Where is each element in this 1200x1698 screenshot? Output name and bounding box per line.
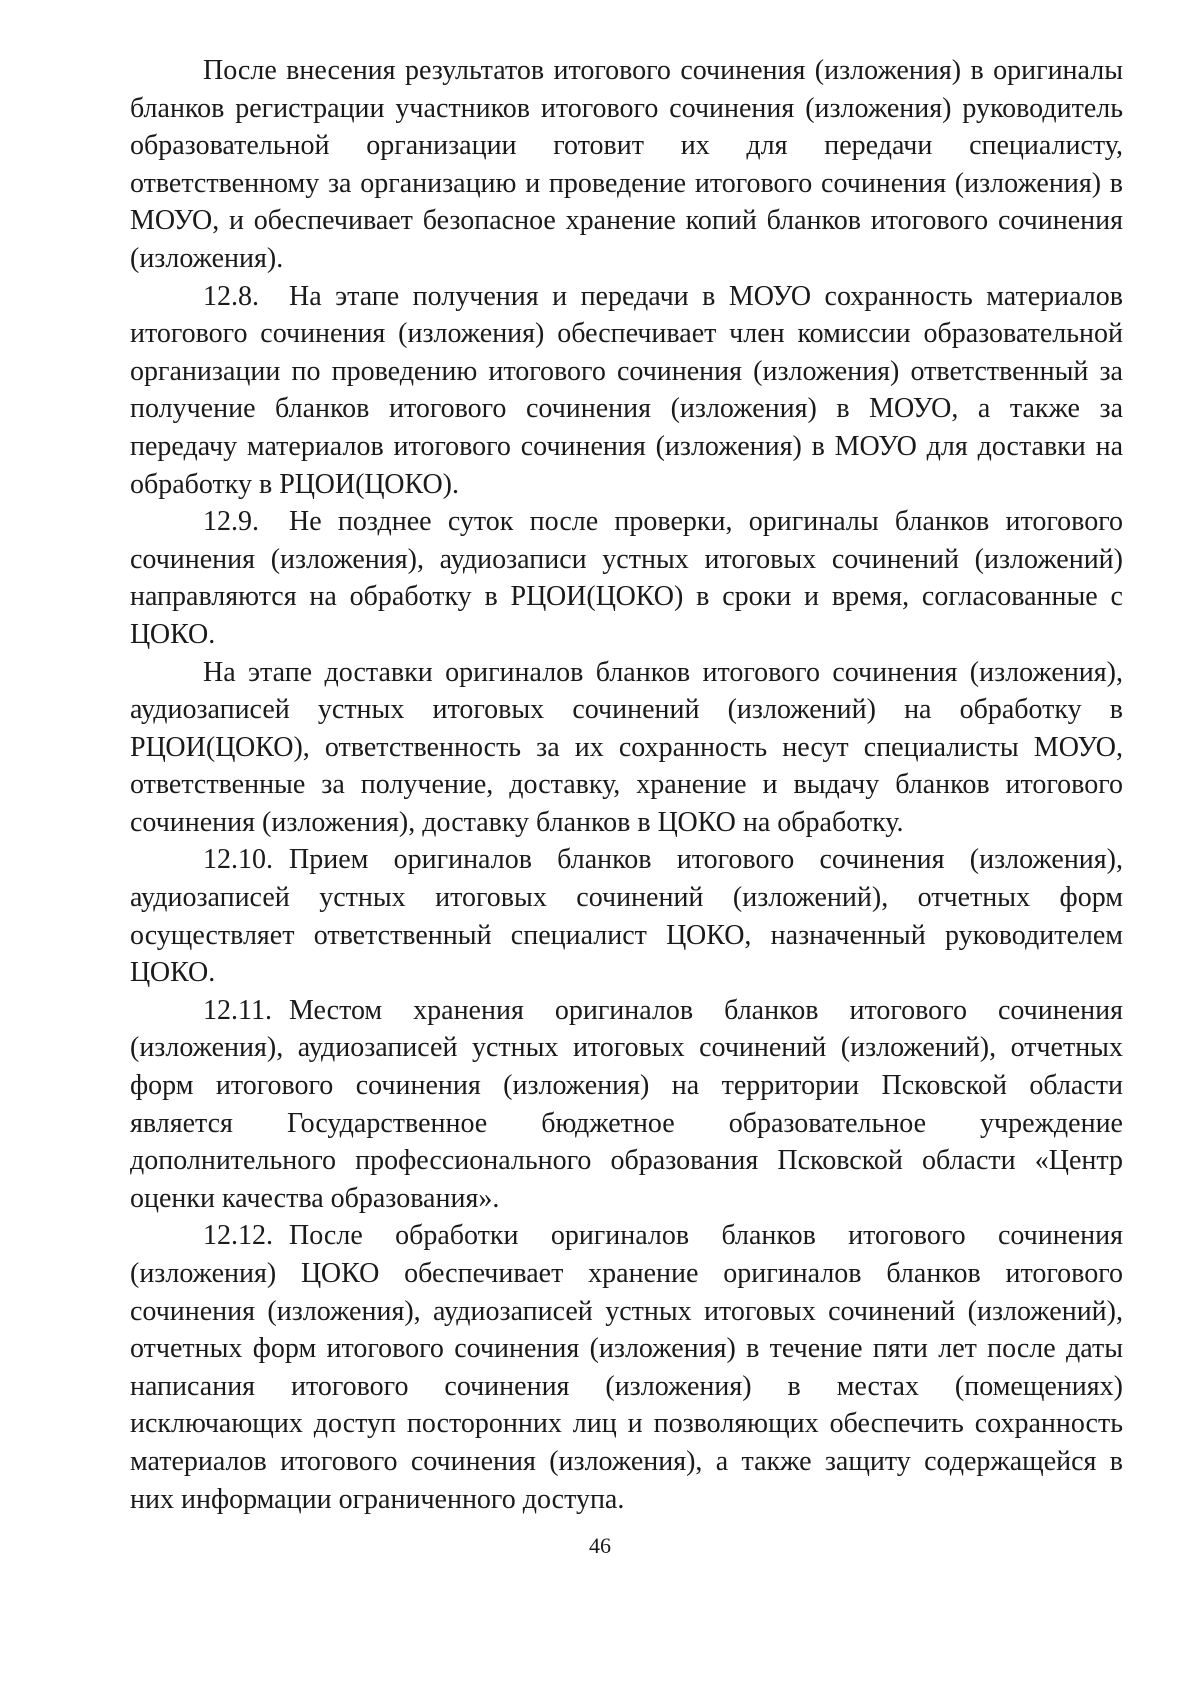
paragraph-text: После внесения результатов итогового сочинения (изложения) в оригиналы бланков регистрации участников итогового сочинения (изложения) руководитель образовательной организации готовит их для передачи специалисту, ответственному за организацию и проведение итогового сочинения (изложения) в МОУО, и обеспечивает безопасное хранение копий бланков итогового сочинения (изложения). xyxy=(130,55,1123,274)
paragraph-delivery-responsibility xyxy=(130,654,1123,842)
paragraph-12-10 xyxy=(130,841,1123,991)
paragraph-text: Местом хранения оригиналов бланков итогового сочинения (изложения), аудиозаписей устных итоговых сочинений (изложений), отчетных форм итогового сочинения (изложения) на территории Псковской области является Государственное бюджетное образовательное учреждение дополнительного профессионального образования Псковской области «Центр оценки качества образования». xyxy=(130,994,1123,1214)
paragraph-number: 12.12. xyxy=(203,1220,273,1252)
paragraph-12-9 xyxy=(130,503,1123,653)
paragraph-number: 12.8. xyxy=(203,280,259,312)
paragraph-text: Прием оригиналов бланков итогового сочинения (изложения), аудиозаписей устных итоговых сочинений (изложений), отчетных форм осуществляет ответственный специалист ЦОКО, назначенный руководителем ЦОКО. xyxy=(130,844,1123,989)
paragraph-12-8 xyxy=(130,278,1123,504)
paragraph-number: 12.11. xyxy=(203,994,272,1026)
paragraph-12-12 xyxy=(130,1217,1123,1518)
paragraph-text: После обработки оригиналов бланков итогового сочинения (изложения) ЦОКО обеспечивает хранение оригиналов бланков итогового сочинения (изложения), аудиозаписей устных итоговых сочинений (изложений), отчетных форм итогового сочинения (изложения) в течение пяти лет после даты написания итогового сочинения (изложения) в местах (помещениях) исключающих доступ посторонних лиц и позволяющих обеспечить сохранность материалов итогового сочинения (изложения), а также защиту содержащейся в них информации ограниченного доступа. xyxy=(130,1220,1123,1515)
paragraph-text: На этапе получения и передачи в МОУО сохранность материалов итогового сочинения (изложения) обеспечивает член комиссии образовательной организации по проведению итогового сочинения (изложения) ответственный за получение бланков итогового сочинения (изложения) в МОУО, а также за передачу материалов итогового сочинения (изложения) в МОУО для доставки на обработку в РЦОИ(ЦОКО). xyxy=(130,280,1123,500)
document-body xyxy=(130,52,1123,1518)
paragraph-12-11 xyxy=(130,992,1123,1218)
paragraph-storage-copies xyxy=(130,52,1123,278)
paragraph-text: Не позднее суток после проверки, оригиналы бланков итогового сочинения (изложения), аудиозаписи устных итоговых сочинений (изложений) направляются на обработку в РЦОИ(ЦОКО) в сроки и время, согласованные с ЦОКО. xyxy=(130,506,1123,650)
paragraph-number: 12.10. xyxy=(203,844,273,876)
page-number: 46 xyxy=(589,1533,611,1558)
paragraph-text: На этапе доставки оригиналов бланков итогового сочинения (изложения), аудиозаписей устных итоговых сочинений (изложений) на обработку в РЦОИ(ЦОКО), ответственность за их сохранность несут специалисты МОУО, ответственные за получение, доставку, хранение и выдачу бланков итогового сочинения (изложения), доставку бланков в ЦОКО на обработку. xyxy=(130,656,1123,838)
paragraph-number: 12.9. xyxy=(203,506,259,538)
